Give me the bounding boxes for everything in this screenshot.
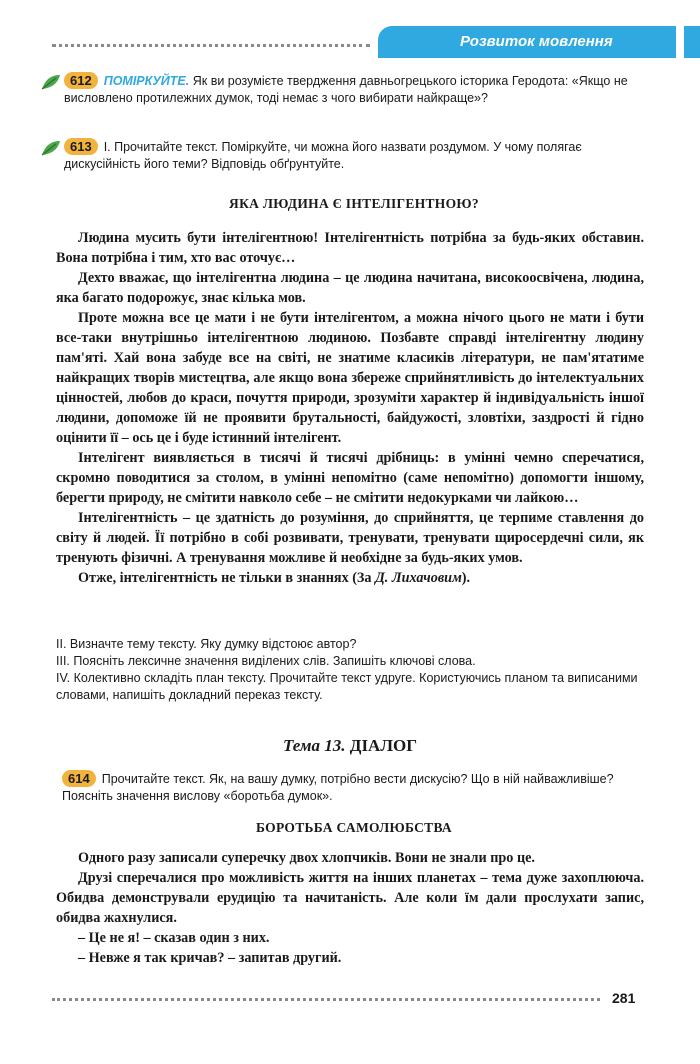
task-613-number: 613 — [64, 138, 98, 155]
text-1-body — [56, 228, 644, 588]
text-2-paragraph: – Це не я! – сказав один з них. — [78, 930, 270, 946]
text-1-author: Д. Лихачовим — [375, 570, 462, 586]
theme-heading — [56, 736, 644, 756]
task-612-number: 612 — [64, 72, 98, 89]
header-dotted-line — [52, 44, 370, 47]
question-item: ІІ. Визначте тему тексту. Яку думку відстоює автор? — [56, 637, 357, 651]
theme-name: ДІАЛОГ — [349, 736, 418, 755]
text-1-paragraph: Інтелігент виявляється в тисячі й тисячі дрібниць: в умінні чемно сперечатися, скромно поводитися за столом, в умінні непомітно (саме непомітно) допомогти іншому, берегти природу, не смітити навколо себе – не смітити недокурками чи лайкою… — [56, 450, 644, 506]
text-1-paragraph-final — [56, 568, 644, 588]
text-1-paragraph: Інтелігентність – це здатність до розуміння, до сприйняття, це терпиме ставлення до світу й людей. Її потрібно в собі розвивати, тренувати, тренувати щиросердечні сили, як тренують фізичні. А тренування можливе й необхідне за будь-яких умов. — [56, 510, 644, 566]
task-612-text — [64, 72, 652, 107]
text-1-closing: ). — [461, 570, 471, 586]
section-header-tab: Розвиток мовлення — [378, 26, 676, 58]
text-2-paragraph: Друзі сперечалися про можливість життя на інших планетах – тема дуже захоплююча. Обидва демонстрували ерудицію та начитаність. Але коли їм дали прослухати запис, обидва жахнулися. — [56, 870, 644, 926]
question-item: ІІІ. Поясніть лексичне значення виділених слів. Запишіть ключові слова. — [56, 654, 476, 668]
task-612-body: Як ви розумієте твердження давньогрецького історика Геродота: «Якщо не висловлено протилежних думок, тоді немає з чого вибирати найкраще»? — [64, 74, 628, 105]
text-2-title: БОРОТЬБА САМОЛЮБСТВА — [256, 820, 452, 835]
text-1-paragraph: Проте можна все це мати і не бути інтелігентом, а можна нічого цього не мати і бути все-таки внутрішньо інтелігентною людиною. Позбавте справді інтелігентну людину пам'яті. Хай вона забуде все на світі, не знатиме класиків літератури, не пам'ятатиме найкращих творів мистецтва, але якщо вона збереже сприйнятливість до інтелектуальних цінностей, любов до краси, почуття природи, зрозуміти характер й індивідуальність іншої людини, допоможе їй не проявити брутальності, байдужості, зловтіхи, заздрості й гідно оцінити її – ось це і буде істинний інтелігент. — [56, 310, 644, 446]
task-613 — [40, 138, 652, 173]
text-2-paragraph: Одного разу записали суперечку двох хлопчиків. Вони не знали про це. — [78, 850, 535, 866]
text-2-body — [56, 848, 644, 968]
header-edge-strip — [684, 26, 700, 58]
task-614-body: Прочитайте текст. Як, на вашу думку, потрібно вести дискусію? Що в ній найважливіше? Поясніть значення вислову «боротьба думок». — [62, 772, 614, 803]
page-number: 281 — [612, 990, 636, 1006]
task-612-keyword: ПОМІРКУЙТЕ. — [103, 74, 190, 88]
task-613-questions — [56, 636, 644, 704]
task-613-body: І. Прочитайте текст. Поміркуйте, чи можна його назвати роздумом. У чому полягає дискусійність його теми? Відповідь обґрунтуйте. — [64, 140, 582, 171]
text-1-paragraph: Дехто вважає, що інтелігентна людина – це людина начитана, високоосвічена, людина, яка багато подорожує, знає кілька мов. — [56, 270, 644, 306]
task-612 — [40, 72, 652, 107]
text-2-paragraph: – Невже я так кричав? – запитав другий. — [78, 950, 342, 966]
leaf-icon — [40, 73, 62, 91]
task-614-text — [62, 770, 644, 805]
text-1-final-sentence: Отже, інтелігентність не тільки в знаннях (За — [78, 570, 376, 586]
leaf-icon — [40, 139, 62, 157]
task-614-number: 614 — [62, 770, 96, 787]
task-613-text — [64, 138, 652, 173]
question-item: IV. Колективно складіть план тексту. Прочитайте текст удруге. Користуючись планом та виписаними словами, напишіть докладний переказ тексту. — [56, 671, 638, 702]
text-1-paragraph: Людина мусить бути інтелігентною! Інтелігентність потрібна за будь-яких обставин. Вона потрібна і тим, хто вас оточує… — [56, 230, 644, 266]
theme-label: Тема 13. — [282, 736, 346, 755]
task-614 — [62, 770, 644, 805]
text-1-title: ЯКА ЛЮДИНА Є ІНТЕЛІГЕНТНОЮ? — [229, 196, 479, 211]
footer-dotted-line — [52, 998, 600, 1001]
